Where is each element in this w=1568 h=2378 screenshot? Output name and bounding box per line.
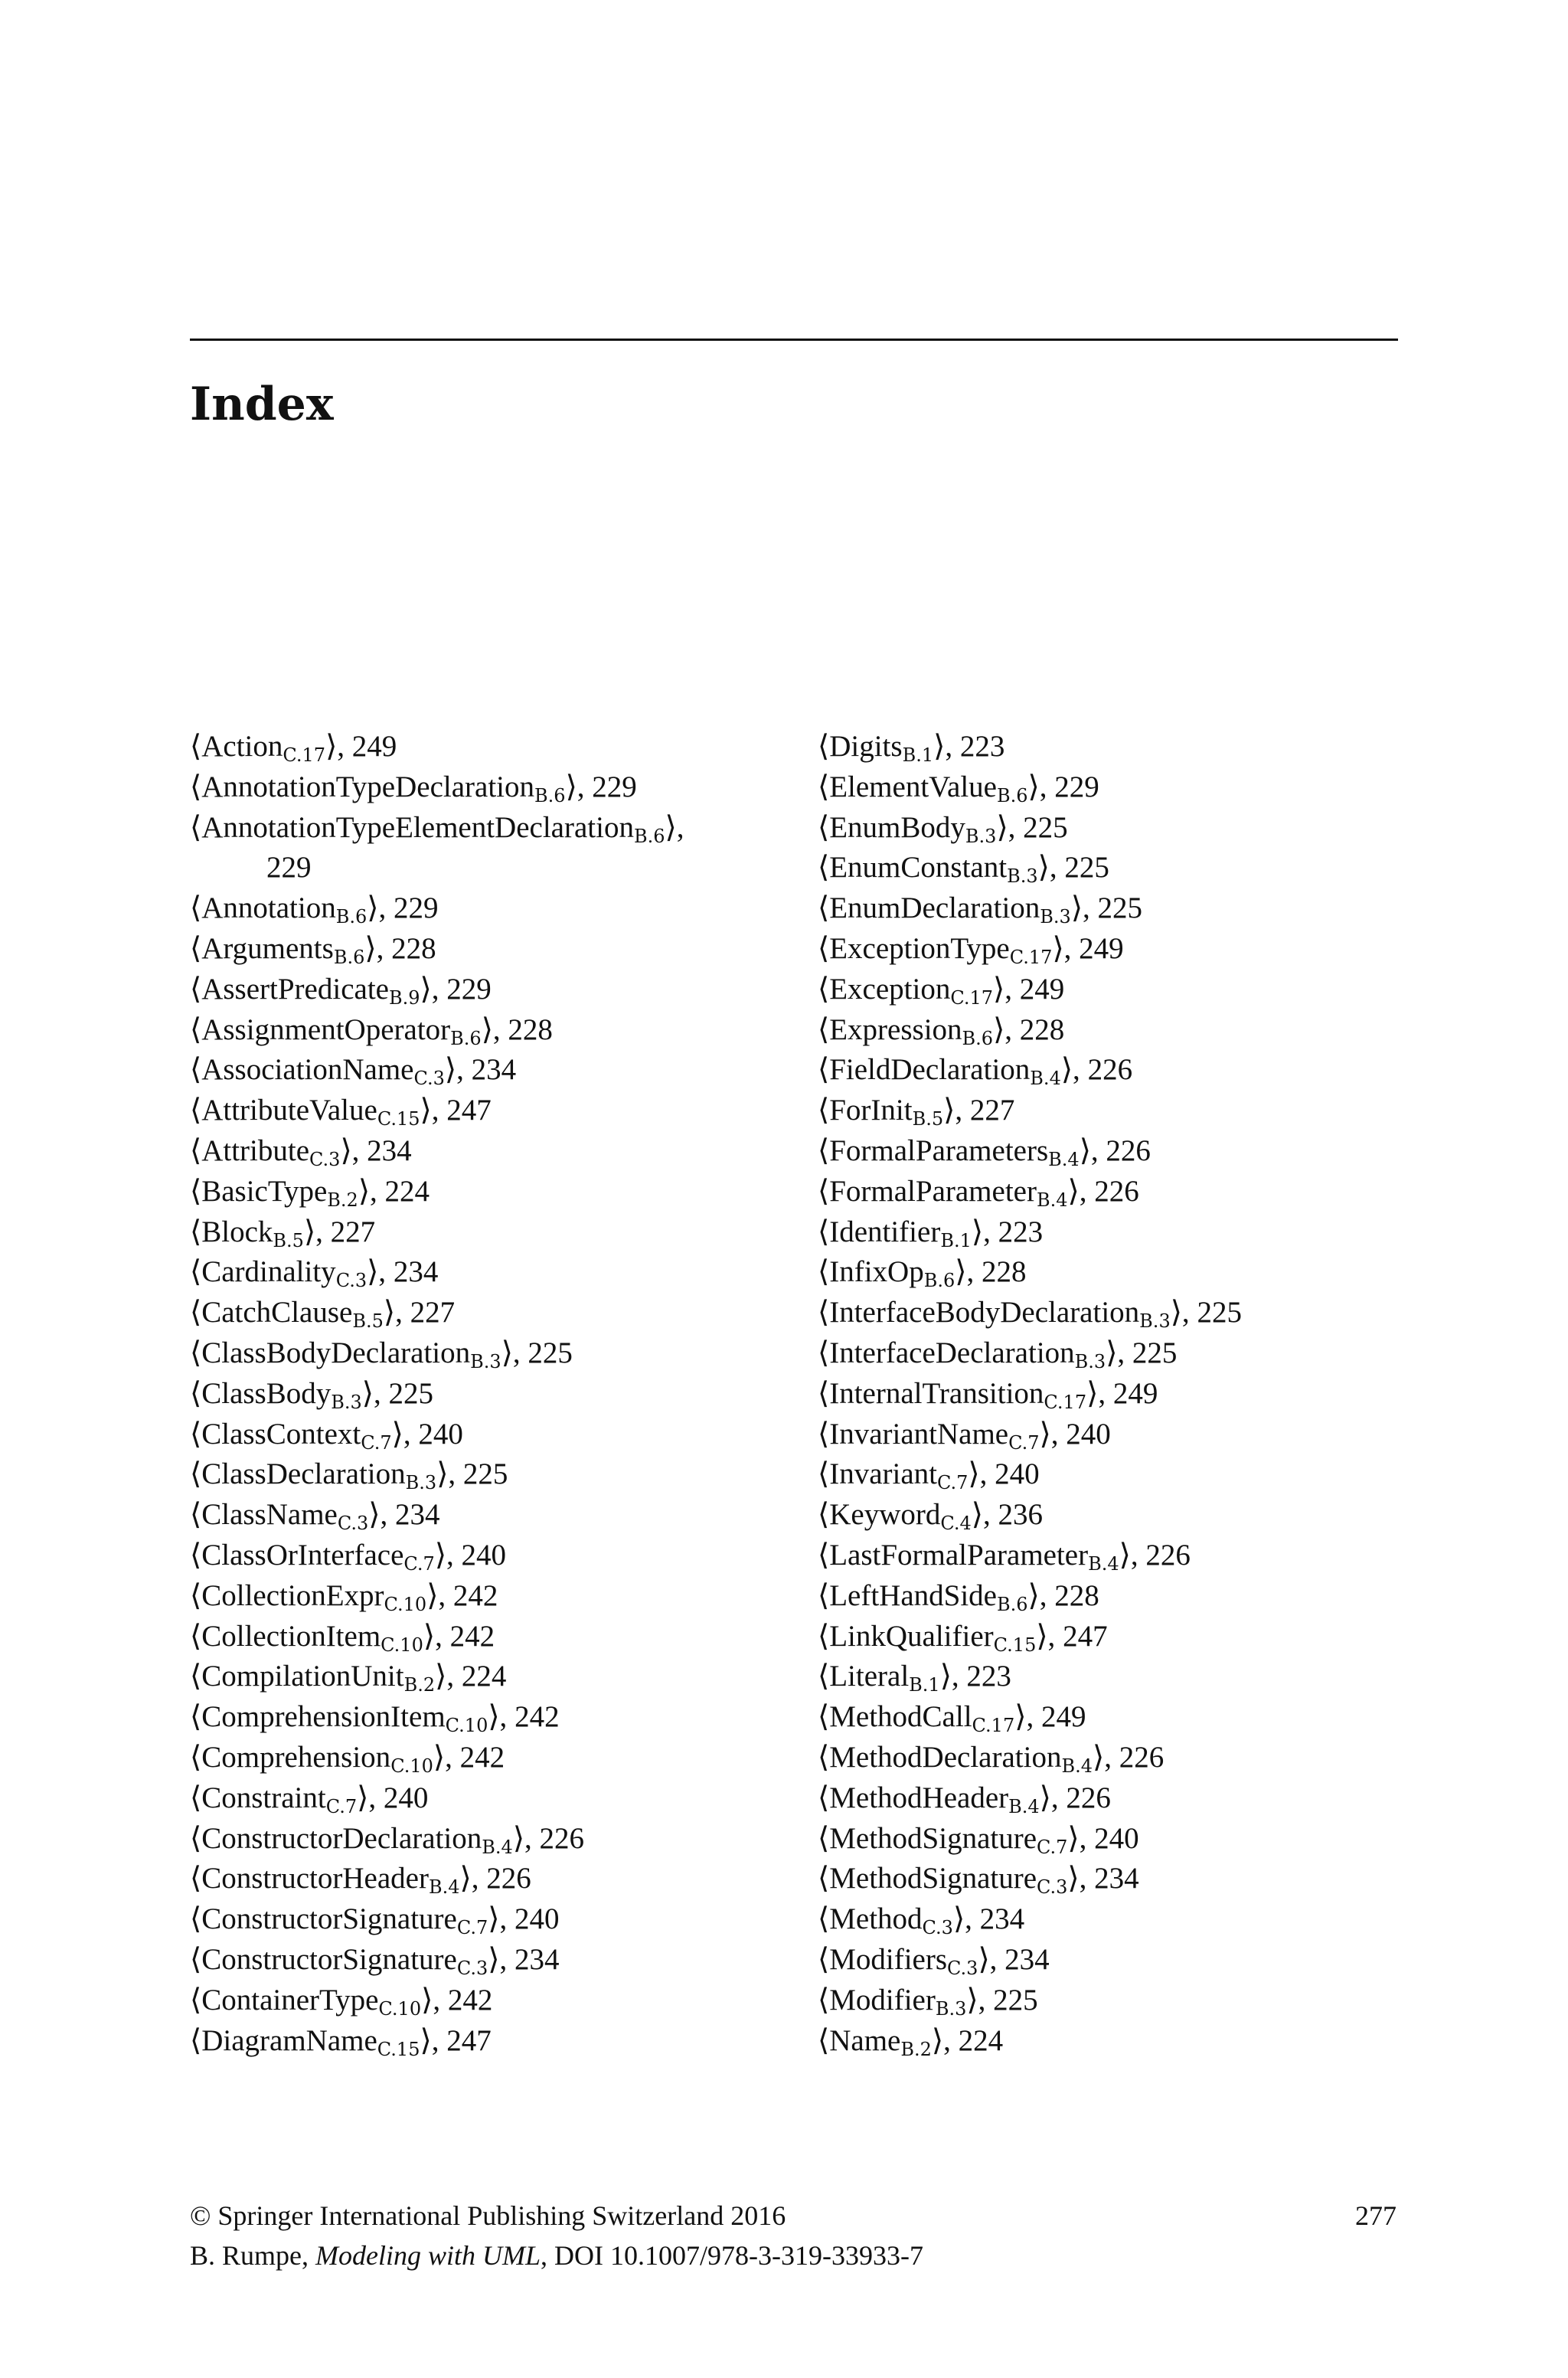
index-term: Identifier xyxy=(829,1215,941,1248)
section-reference: B.3 xyxy=(1139,1310,1171,1333)
section-reference: B.4 xyxy=(1088,1552,1119,1575)
index-entry: ⟨IdentifierB.1⟩, 223 xyxy=(818,1215,1044,1251)
index-entry: ⟨MethodC.3⟩, 234 xyxy=(818,1902,1025,1939)
section-reference: C.15 xyxy=(377,1108,420,1130)
section-reference: B.4 xyxy=(1048,1148,1080,1170)
page-reference: 225 xyxy=(1197,1296,1242,1330)
section-reference: C.10 xyxy=(445,1715,488,1737)
index-term: ContainerType xyxy=(201,1983,379,2017)
index-entry: ⟨MethodDeclarationB.4⟩, 226 xyxy=(818,1740,1165,1777)
index-entry: ⟨AttributeC.3⟩, 234 xyxy=(190,1133,412,1170)
index-term: Invariant xyxy=(829,1457,937,1491)
index-term: MethodSignature xyxy=(829,1862,1037,1896)
index-entry: ⟨EnumDeclarationB.3⟩, 225 xyxy=(818,891,1143,928)
index-entry: ⟨LinkQualifierC.15⟩, 247 xyxy=(818,1619,1108,1656)
section-reference: C.7 xyxy=(936,1472,969,1494)
page-reference: 249 xyxy=(1112,1376,1158,1410)
index-entry: ⟨ContainerTypeC.10⟩, 242 xyxy=(190,1983,493,2020)
index-entry: ⟨CardinalityC.3⟩, 234 xyxy=(190,1255,439,1292)
section-reference: B.6 xyxy=(450,1027,482,1049)
index-term: AssignmentOperator xyxy=(201,1012,451,1046)
page-reference: 240 xyxy=(418,1417,463,1451)
index-entry: ⟨ExpressionB.6⟩, 228 xyxy=(818,1012,1065,1049)
index-term: DiagramName xyxy=(201,2023,377,2057)
section-reference: C.7 xyxy=(361,1431,392,1454)
index-entry: ⟨ExceptionC.17⟩, 249 xyxy=(818,972,1065,1009)
page-reference: 228 xyxy=(981,1255,1027,1289)
page-reference: 229 xyxy=(1054,770,1099,803)
index-entry: ⟨AnnotationB.6⟩, 229 xyxy=(190,891,439,928)
page-reference: 226 xyxy=(1119,1740,1165,1774)
section-reference: B.1 xyxy=(902,744,934,766)
index-entry: ⟨ConstructorSignatureC.7⟩, 240 xyxy=(190,1902,560,1939)
title-rule xyxy=(190,339,1398,341)
index-entry: ⟨KeywordC.4⟩, 236 xyxy=(818,1498,1043,1535)
section-reference: C.17 xyxy=(1044,1391,1087,1413)
section-reference: B.6 xyxy=(923,1270,956,1292)
index-entry: ⟨AssignmentOperatorB.6⟩, 228 xyxy=(190,1012,553,1049)
index-entry: ⟨ClassBodyDeclarationB.3⟩, 225 xyxy=(190,1336,573,1372)
page-reference: 234 xyxy=(471,1053,517,1087)
section-reference: C.3 xyxy=(922,1917,953,1939)
copyright-line: © Springer International Publishing Switzerland 2016 xyxy=(190,2200,786,2231)
page-reference: 229 xyxy=(393,891,439,925)
section-reference: B.6 xyxy=(962,1027,994,1049)
index-term: ClassOrInterface xyxy=(201,1538,404,1572)
index-term: ClassBodyDeclaration xyxy=(201,1336,471,1369)
citation-book-title: Modeling with UML xyxy=(315,2240,541,2271)
page-reference: 227 xyxy=(330,1215,376,1248)
index-entry: ⟨ComprehensionC.10⟩, 242 xyxy=(190,1740,505,1777)
index-entry: ⟨ModifierB.3⟩, 225 xyxy=(818,1983,1038,2020)
page-reference: 242 xyxy=(447,1983,493,2017)
page-reference: 234 xyxy=(393,1255,439,1289)
index-column-left xyxy=(190,727,795,2061)
index-entry: ⟨InterfaceBodyDeclarationB.3⟩, 225 xyxy=(818,1296,1242,1333)
index-entry: ⟨ClassContextC.7⟩, 240 xyxy=(190,1417,463,1454)
index-entry: ⟨InterfaceDeclarationB.3⟩, 225 xyxy=(818,1336,1178,1372)
page-reference: 242 xyxy=(514,1700,560,1734)
index-term: ComprehensionItem xyxy=(201,1700,446,1734)
index-entry: ⟨ConstraintC.7⟩, 240 xyxy=(190,1781,429,1817)
index-term: Method xyxy=(829,1902,923,1936)
index-entry: ⟨ActionC.17⟩, 249 xyxy=(190,730,397,766)
section-reference: B.3 xyxy=(935,1997,967,2020)
index-entry: ⟨LeftHandSideB.6⟩, 228 xyxy=(818,1578,1099,1615)
page-reference: 228 xyxy=(508,1012,553,1046)
section-reference: B.9 xyxy=(388,986,420,1009)
section-reference: C.7 xyxy=(1008,1431,1040,1454)
page-reference: 224 xyxy=(958,2023,1004,2057)
section-reference: B.6 xyxy=(996,1593,1028,1615)
index-term: EnumDeclaration xyxy=(829,891,1040,925)
index-term: AnnotationTypeDeclaration xyxy=(201,770,535,803)
index-term: Digits xyxy=(829,730,903,763)
section-reference: C.7 xyxy=(456,1917,488,1939)
index-entry: ⟨MethodHeaderB.4⟩, 226 xyxy=(818,1781,1111,1817)
section-reference: C.3 xyxy=(1037,1876,1068,1899)
citation-author: B. Rumpe, xyxy=(190,2240,316,2271)
page-reference: 240 xyxy=(383,1781,429,1814)
index-entry: ⟨MethodCallC.17⟩, 249 xyxy=(818,1700,1086,1737)
section-reference: C.3 xyxy=(456,1957,488,1979)
index-term: ConstructorSignature xyxy=(201,1942,457,1976)
index-entry: ⟨ElementValueB.6⟩, 229 xyxy=(818,770,1099,806)
index-term: EnumConstant xyxy=(829,851,1008,885)
page-reference: 228 xyxy=(1054,1578,1099,1612)
section-reference: C.10 xyxy=(381,1634,423,1656)
section-reference: B.5 xyxy=(273,1229,304,1251)
page-reference: 226 xyxy=(1106,1133,1151,1167)
section-reference: B.6 xyxy=(534,784,566,806)
index-entry: ⟨InfixOpB.6⟩, 228 xyxy=(818,1255,1027,1292)
index-term: FormalParameter xyxy=(829,1174,1037,1208)
section-reference: B.3 xyxy=(965,825,997,847)
index-term: CollectionExpr xyxy=(201,1578,384,1612)
section-reference: B.1 xyxy=(909,1674,940,1696)
page-reference: 240 xyxy=(514,1902,560,1936)
page-reference: 225 xyxy=(1023,810,1068,844)
index-term: MethodDeclaration xyxy=(829,1740,1062,1774)
index-term: ClassDeclaration xyxy=(201,1457,406,1491)
index-term: FieldDeclaration xyxy=(829,1053,1031,1087)
index-entry: ⟨AttributeValueC.15⟩, 247 xyxy=(190,1094,492,1130)
section-reference: B.3 xyxy=(470,1350,501,1372)
page-reference: 224 xyxy=(384,1174,430,1208)
index-column-right xyxy=(818,727,1400,2061)
index-term: ExceptionType xyxy=(829,931,1010,965)
section-reference: C.3 xyxy=(413,1068,445,1090)
section-reference: B.3 xyxy=(1074,1350,1106,1372)
index-term: ClassBody xyxy=(201,1376,332,1410)
page-reference: 226 xyxy=(1094,1174,1139,1208)
page-reference: 226 xyxy=(539,1821,585,1855)
index-term: ClassContext xyxy=(201,1417,361,1451)
index-entry: ⟨AnnotationTypeDeclarationB.6⟩, 229 xyxy=(190,770,637,806)
section-reference: C.10 xyxy=(384,1593,427,1615)
page-reference: 247 xyxy=(1063,1619,1108,1653)
section-reference: C.4 xyxy=(940,1513,972,1535)
page-reference: 247 xyxy=(446,1094,492,1127)
index-term: AssociationName xyxy=(201,1053,414,1087)
index-term: Expression xyxy=(829,1012,962,1046)
index-term: Exception xyxy=(829,972,951,1006)
index-term: CompilationUnit xyxy=(201,1660,404,1693)
section-reference: C.15 xyxy=(993,1634,1037,1656)
page-reference: 249 xyxy=(1040,1700,1086,1734)
page-number: 277 xyxy=(1355,2200,1396,2231)
page-reference: 225 xyxy=(993,1983,1038,2017)
index-entry: ⟨EnumBodyB.3⟩, 225 xyxy=(818,810,1068,847)
index-term: Literal xyxy=(829,1660,910,1693)
index-term: Cardinality xyxy=(201,1255,336,1289)
page-reference: 225 xyxy=(1064,851,1109,885)
index-term: LeftHandSide xyxy=(829,1578,997,1612)
page-reference: 240 xyxy=(995,1457,1040,1491)
index-entry: ⟨InvariantC.7⟩, 240 xyxy=(818,1457,1040,1494)
section-reference: C.15 xyxy=(377,2038,420,2060)
index-term: MethodSignature xyxy=(829,1821,1037,1855)
page-reference: 225 xyxy=(528,1336,573,1369)
section-reference: C.7 xyxy=(403,1552,435,1575)
section-reference: B.6 xyxy=(333,946,365,968)
section-reference: B.1 xyxy=(940,1229,972,1251)
index-term: Annotation xyxy=(201,891,336,925)
page-reference: 229 xyxy=(592,770,637,803)
section-reference: B.4 xyxy=(1030,1068,1061,1090)
index-entry: ⟨LiteralB.1⟩, 223 xyxy=(818,1660,1011,1696)
section-reference: C.17 xyxy=(1009,946,1053,968)
index-entry: ⟨DigitsB.1⟩, 223 xyxy=(818,730,1005,766)
index-entry: ⟨DiagramNameC.15⟩, 247 xyxy=(190,2023,492,2060)
index-entry: ⟨FormalParametersB.4⟩, 226 xyxy=(818,1133,1151,1170)
section-reference: B.6 xyxy=(335,906,368,928)
index-term: ConstructorHeader xyxy=(201,1862,429,1896)
section-reference: C.3 xyxy=(947,1957,978,1979)
page-reference: 226 xyxy=(1066,1781,1111,1814)
index-term: ForInit xyxy=(829,1094,913,1127)
page-reference: 240 xyxy=(461,1538,507,1572)
section-reference: B.6 xyxy=(633,825,665,847)
index-entry: ⟨ClassNameC.3⟩, 234 xyxy=(190,1498,440,1535)
index-entry: ⟨ClassBodyB.3⟩, 225 xyxy=(190,1376,434,1413)
page-reference: 242 xyxy=(459,1740,505,1774)
section-reference: B.2 xyxy=(900,2038,932,2060)
page-reference: 247 xyxy=(446,2023,492,2057)
section-reference: B.5 xyxy=(352,1310,384,1333)
index-entry: ⟨CompilationUnitB.2⟩, 224 xyxy=(190,1660,507,1696)
index-entry: ⟨InvariantNameC.7⟩, 240 xyxy=(818,1417,1111,1454)
page-reference: 226 xyxy=(1087,1053,1133,1087)
index-term: AttributeValue xyxy=(201,1094,377,1127)
index-term: MethodHeader xyxy=(829,1781,1009,1814)
index-entry: ⟨ConstructorHeaderB.4⟩, 226 xyxy=(190,1862,531,1899)
page-reference: 223 xyxy=(959,730,1005,763)
index-term: ConstructorSignature xyxy=(201,1902,457,1936)
index-term: Constraint xyxy=(201,1781,326,1814)
citation-doi: , DOI 10.1007/978-3-319-33933-7 xyxy=(541,2240,923,2271)
section-reference: C.3 xyxy=(337,1513,369,1535)
index-entry: ⟨MethodSignatureC.3⟩, 234 xyxy=(818,1862,1139,1899)
page-reference: 226 xyxy=(486,1862,531,1896)
section-reference: C.17 xyxy=(950,986,994,1009)
index-entry: ⟨AnnotationTypeElementDeclarationB.6⟩, 229 xyxy=(190,808,795,889)
section-reference: B.5 xyxy=(912,1108,944,1130)
index-entry: ⟨ExceptionTypeC.17⟩, 249 xyxy=(818,931,1124,968)
index-entry: ⟨FieldDeclarationB.4⟩, 226 xyxy=(818,1053,1133,1090)
section-reference: B.4 xyxy=(1036,1189,1068,1211)
index-term: CollectionItem xyxy=(201,1619,381,1653)
index-term: Name xyxy=(829,2023,901,2057)
page-reference: 249 xyxy=(351,730,397,763)
section-reference: B.2 xyxy=(327,1189,358,1211)
section-reference: C.3 xyxy=(309,1148,341,1170)
page-reference: 228 xyxy=(1019,1012,1065,1046)
index-entry: ⟨EnumConstantB.3⟩, 225 xyxy=(818,851,1109,888)
page-reference: 225 xyxy=(388,1376,434,1410)
index-term: Keyword xyxy=(829,1498,941,1532)
index-term: AnnotationTypeElementDeclaration xyxy=(201,810,634,844)
page-reference: 249 xyxy=(1019,972,1065,1006)
section-reference: C.3 xyxy=(335,1270,368,1292)
section-reference: C.10 xyxy=(390,1755,433,1777)
index-entry: ⟨AssociationNameC.3⟩, 234 xyxy=(190,1053,517,1090)
index-term: CatchClause xyxy=(201,1296,353,1330)
index-entry: ⟨ClassOrInterfaceC.7⟩, 240 xyxy=(190,1538,507,1575)
index-term: Comprehension xyxy=(201,1740,391,1774)
page-reference: 240 xyxy=(1066,1417,1111,1451)
section-reference: C.7 xyxy=(1037,1836,1068,1858)
index-term: LinkQualifier xyxy=(829,1619,994,1653)
index-entry: ⟨ForInitB.5⟩, 227 xyxy=(818,1094,1015,1130)
index-term: Attribute xyxy=(201,1133,310,1167)
page-reference: 234 xyxy=(394,1498,440,1532)
index-entry: ⟨ComprehensionItemC.10⟩, 242 xyxy=(190,1700,560,1737)
section-reference: C.17 xyxy=(972,1715,1015,1737)
index-entry: ⟨LastFormalParameterB.4⟩, 226 xyxy=(818,1538,1191,1575)
page-reference: 240 xyxy=(1094,1821,1139,1855)
index-entry: ⟨ModifiersC.3⟩, 234 xyxy=(818,1942,1050,1979)
index-term: Arguments xyxy=(201,931,334,965)
index-term: InvariantName xyxy=(829,1417,1009,1451)
section-reference: B.3 xyxy=(1040,906,1071,928)
section-reference: C.10 xyxy=(378,1997,422,2020)
index-entry: ⟨CollectionExprC.10⟩, 242 xyxy=(190,1578,498,1615)
page-reference: 229 xyxy=(266,851,312,885)
index-entry: ⟨BlockB.5⟩, 227 xyxy=(190,1215,376,1251)
index-term: Modifier xyxy=(829,1983,936,2017)
page-reference: 226 xyxy=(1145,1538,1191,1572)
page-reference: 234 xyxy=(1004,1942,1050,1976)
page-reference: 234 xyxy=(367,1133,412,1167)
section-reference: B.4 xyxy=(1061,1755,1093,1777)
page-reference: 223 xyxy=(998,1215,1044,1248)
index-term: Modifiers xyxy=(829,1942,948,1976)
index-entry: ⟨MethodSignatureC.7⟩, 240 xyxy=(818,1821,1139,1858)
index-entry: ⟨CatchClauseB.5⟩, 227 xyxy=(190,1296,456,1333)
page-reference: 234 xyxy=(979,1902,1025,1936)
page-reference: 223 xyxy=(966,1660,1011,1693)
index-term: ElementValue xyxy=(829,770,997,803)
index-entry: ⟨ClassDeclarationB.3⟩, 225 xyxy=(190,1457,508,1494)
section-reference: B.3 xyxy=(1007,865,1038,888)
index-term: ConstructorDeclaration xyxy=(201,1821,482,1855)
index-term: AssertPredicate xyxy=(201,972,389,1006)
page-reference: 249 xyxy=(1079,931,1124,965)
index-entry: ⟨ConstructorDeclarationB.4⟩, 226 xyxy=(190,1821,585,1858)
section-reference: B.4 xyxy=(482,1836,513,1858)
index-entry: ⟨ArgumentsB.6⟩, 228 xyxy=(190,931,436,968)
section-reference: B.4 xyxy=(428,1876,460,1899)
index-entry: ⟨FormalParameterB.4⟩, 226 xyxy=(818,1174,1139,1211)
index-term: EnumBody xyxy=(829,810,965,844)
index-term: Action xyxy=(201,730,283,763)
section-reference: C.17 xyxy=(283,744,326,766)
index-entry: ⟨BasicTypeB.2⟩, 224 xyxy=(190,1174,430,1211)
index-term: InterfaceBodyDeclaration xyxy=(829,1296,1140,1330)
page-reference: 242 xyxy=(452,1578,498,1612)
section-reference: B.4 xyxy=(1008,1795,1040,1817)
index-entry: ⟨NameB.2⟩, 224 xyxy=(818,2023,1004,2060)
section-reference: C.7 xyxy=(325,1795,358,1817)
index-term: FormalParameters xyxy=(829,1133,1049,1167)
index-term: LastFormalParameter xyxy=(829,1538,1089,1572)
section-reference: B.2 xyxy=(403,1674,436,1696)
page-reference: 224 xyxy=(461,1660,507,1693)
index-term: InfixOp xyxy=(829,1255,924,1289)
page-reference: 225 xyxy=(1132,1336,1178,1369)
index-term: ClassName xyxy=(201,1498,338,1532)
section-reference: B.3 xyxy=(405,1472,437,1494)
index-term: BasicType xyxy=(201,1174,328,1208)
page-reference: 227 xyxy=(969,1094,1015,1127)
page-reference: 227 xyxy=(410,1296,456,1330)
page-reference: 225 xyxy=(462,1457,508,1491)
index-term: InternalTransition xyxy=(829,1376,1044,1410)
page-reference: 242 xyxy=(449,1619,495,1653)
index-term: InterfaceDeclaration xyxy=(829,1336,1075,1369)
page-reference: 228 xyxy=(391,931,436,965)
index-term: MethodCall xyxy=(829,1700,972,1734)
page-reference: 225 xyxy=(1097,891,1143,925)
page-reference: 236 xyxy=(998,1498,1043,1532)
page-reference: 234 xyxy=(1094,1862,1139,1896)
page-title: Index xyxy=(190,378,334,431)
index-term: Block xyxy=(201,1215,273,1248)
section-reference: B.6 xyxy=(996,784,1028,806)
index-entry: ⟨AssertPredicateB.9⟩, 229 xyxy=(190,972,492,1009)
citation-line xyxy=(190,2237,923,2274)
page-reference: 234 xyxy=(514,1942,560,1976)
index-entry: ⟨ConstructorSignatureC.3⟩, 234 xyxy=(190,1942,560,1979)
index-entry: ⟨CollectionItemC.10⟩, 242 xyxy=(190,1619,495,1656)
index-entry: ⟨InternalTransitionC.17⟩, 249 xyxy=(818,1376,1158,1413)
section-reference: B.3 xyxy=(331,1391,362,1413)
page-reference: 229 xyxy=(446,972,492,1006)
